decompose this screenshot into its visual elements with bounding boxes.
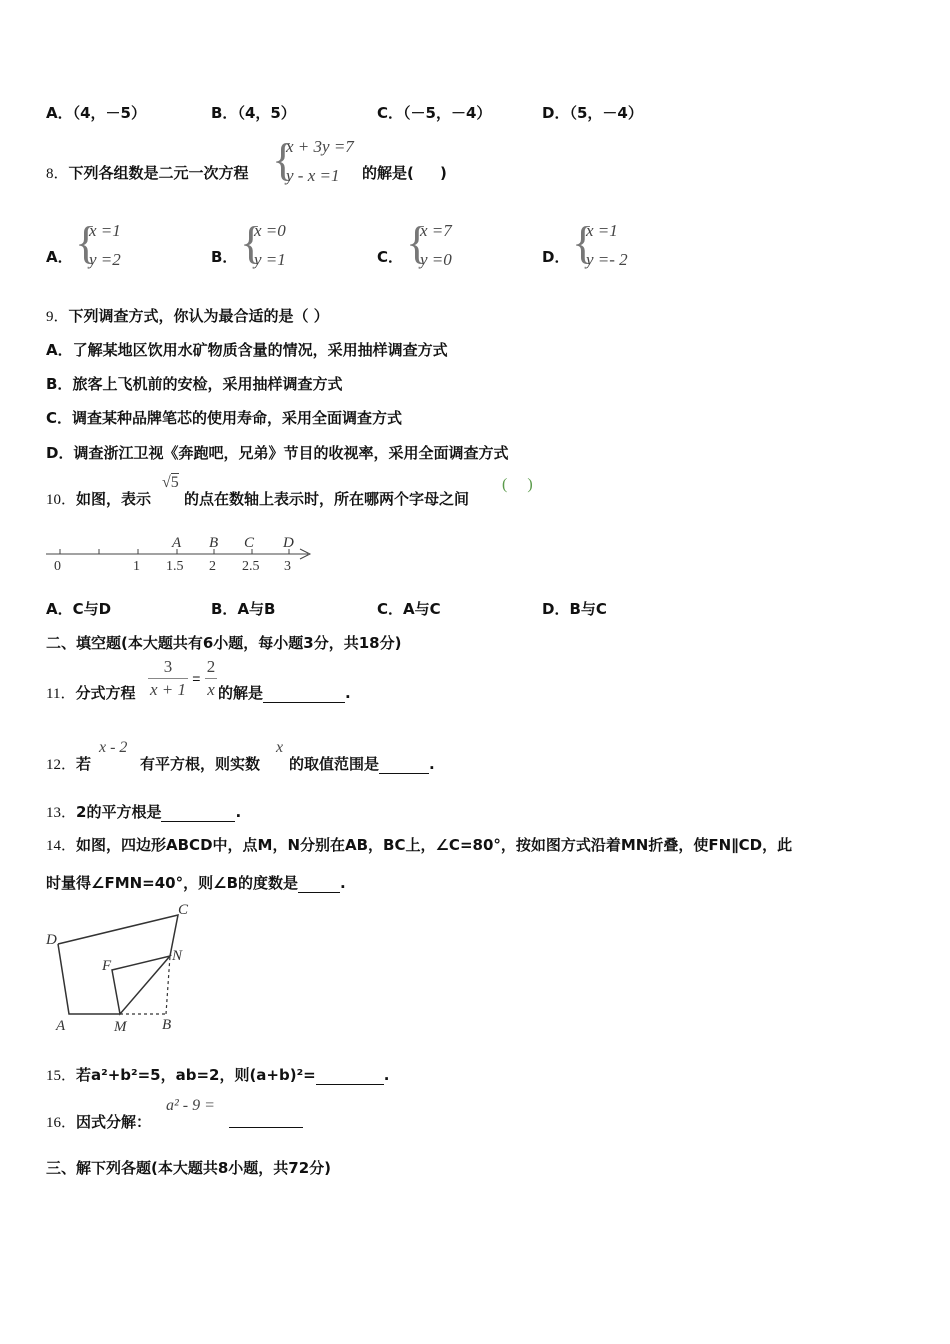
fig-label-b: B <box>162 1017 172 1033</box>
q12-tail: 的取值范围是 . <box>289 755 435 773</box>
q15-answer-blank[interactable] <box>316 1066 384 1085</box>
q11-equation: $\frac{3}{x + 1}$ = $\frac{2}{x}$ <box>150 657 216 699</box>
q10-option-b: B．A与B <box>211 600 276 618</box>
q8-option-a-eq2: y =2 <box>89 250 121 269</box>
q8-option-b-letter: B． <box>211 248 238 266</box>
q13: 13．2的平方根是 . <box>46 803 242 821</box>
q8-option-b-brace: { <box>240 217 263 268</box>
q8-option-c-letter: C． <box>377 248 404 266</box>
fig-label-m: M <box>114 1019 127 1035</box>
q8-option-c-eq2: y =0 <box>420 250 452 269</box>
q8-option-a-letter: A． <box>46 248 73 266</box>
q14-line-1: 14．如图，四边形ABCD中，点M，N分别在AB，BC上，∠C=80°，按如图方式沿着MN折叠，使FN∥CD，此 <box>46 836 793 854</box>
q11-lhs-fraction: $\frac{3}{x + 1}$ <box>150 657 187 699</box>
q8-option-d-eq1: x =1 <box>586 221 618 240</box>
q10-option-a: A．C与D <box>46 600 112 618</box>
point-label-a: A <box>172 535 182 551</box>
q7-option-c: C．（－5，－4） <box>377 104 492 122</box>
q9-option-c: C．调查某种品牌笔芯的使用寿命，采用全面调查方式 <box>46 409 403 427</box>
q9-stem: 9．下列调查方式，你认为最合适的是（ ） <box>46 307 329 325</box>
fig-label-n: N <box>172 948 183 964</box>
q12-stem: 12．若 <box>46 755 92 773</box>
q7-option-b: B．（4，5） <box>211 104 296 122</box>
q10-number-line <box>40 528 320 578</box>
tick-label-1-5: 1.5 <box>166 559 184 574</box>
section-2-title: 二、填空题(本大题共有6小题，每小题3分，共18分) <box>46 634 402 652</box>
q12-radicand: x - 2 <box>99 739 128 756</box>
point-label-c: C <box>244 535 255 551</box>
tick-label-3: 3 <box>284 559 291 574</box>
q8-option-d-letter: D． <box>542 248 570 266</box>
q14-answer-blank[interactable] <box>298 874 340 893</box>
point-label-b: B <box>209 535 219 551</box>
q8-stem: 8．下列各组数是二元一次方程 <box>46 164 249 182</box>
q10-radical: √5 <box>162 474 179 491</box>
q8-brace: { <box>272 134 295 185</box>
q16-stem: 16．因式分解： <box>46 1113 152 1131</box>
q12-var: x <box>276 739 284 756</box>
tick-label-2: 2 <box>209 559 216 574</box>
point-label-d: D <box>283 535 294 551</box>
q8-option-c-eq1: x =7 <box>420 221 452 240</box>
q7-option-d: D．（5，－4） <box>542 104 643 122</box>
q10-stem: 10．如图，表示 <box>46 490 152 508</box>
q8-option-c-brace: { <box>406 217 429 268</box>
q10-paren: ( ) <box>502 476 533 493</box>
q10-option-c: C．A与C <box>377 600 441 618</box>
section-3-title: 三、解下列各题(本大题共8小题，共72分) <box>46 1159 332 1177</box>
q16-answer-blank[interactable] <box>229 1111 303 1128</box>
edge-bn-dashed <box>166 956 170 1014</box>
q8-option-b-eq2: y =1 <box>254 250 286 269</box>
q8-eq1: x + 3y =7 <box>286 137 354 156</box>
q11-rhs-fraction: $\frac{2}{x}$ <box>206 657 216 699</box>
tick-label-2-5: 2.5 <box>242 559 260 574</box>
edge-dc-cn <box>58 915 178 956</box>
fig-label-f: F <box>102 958 112 974</box>
fig-label-c: C <box>178 902 189 918</box>
q8-stem-after: 的解是( ) <box>362 164 447 182</box>
q13-answer-blank[interactable] <box>161 803 235 822</box>
q11-tail: 的解是 . <box>218 684 351 702</box>
q11-answer-blank[interactable] <box>263 684 345 703</box>
q15: 15．若a²+b²=5，ab=2，则(a+b)²= . <box>46 1066 390 1084</box>
fig-label-a: A <box>56 1018 66 1034</box>
q16-expression: a² - 9 = <box>166 1097 215 1114</box>
q9-option-b: B．旅客上飞机前的安检，采用抽样调查方式 <box>46 375 343 393</box>
q8-option-b-eq1: x =0 <box>254 221 286 240</box>
q8-option-a-brace: { <box>75 217 98 268</box>
q12-answer-blank[interactable] <box>379 755 429 774</box>
q9-option-d: D．调查浙江卫视《奔跑吧，兄弟》节目的收视率，采用全面调查方式 <box>46 444 509 462</box>
q8-eq2: y - x =1 <box>286 166 340 185</box>
q11-stem: 11．分式方程 <box>46 684 136 702</box>
q9-option-a: A．了解某地区饮用水矿物质含量的情况，采用抽样调查方式 <box>46 341 448 359</box>
q14-figure <box>40 896 200 1036</box>
fig-label-d: D <box>46 932 57 948</box>
q14-line-2: 时量得∠FMN=40°，则∠B的度数是 . <box>46 874 346 892</box>
q8-option-a-eq1: x =1 <box>89 221 121 240</box>
q10-stem-after: 的点在数轴上表示时，所在哪两个字母之间 <box>184 490 470 508</box>
folded-triangle-mfn <box>112 956 170 1014</box>
tick-label-0: 0 <box>54 559 61 574</box>
edge-da-am <box>58 944 120 1014</box>
q8-option-d-eq2: y =- 2 <box>586 250 628 269</box>
q7-option-a: A．（4，－5） <box>46 104 146 122</box>
q10-option-d: D．B与C <box>542 600 607 618</box>
q12-mid: 有平方根，则实数 <box>140 755 261 773</box>
tick-label-1: 1 <box>133 559 140 574</box>
q8-option-d-brace: { <box>572 217 595 268</box>
